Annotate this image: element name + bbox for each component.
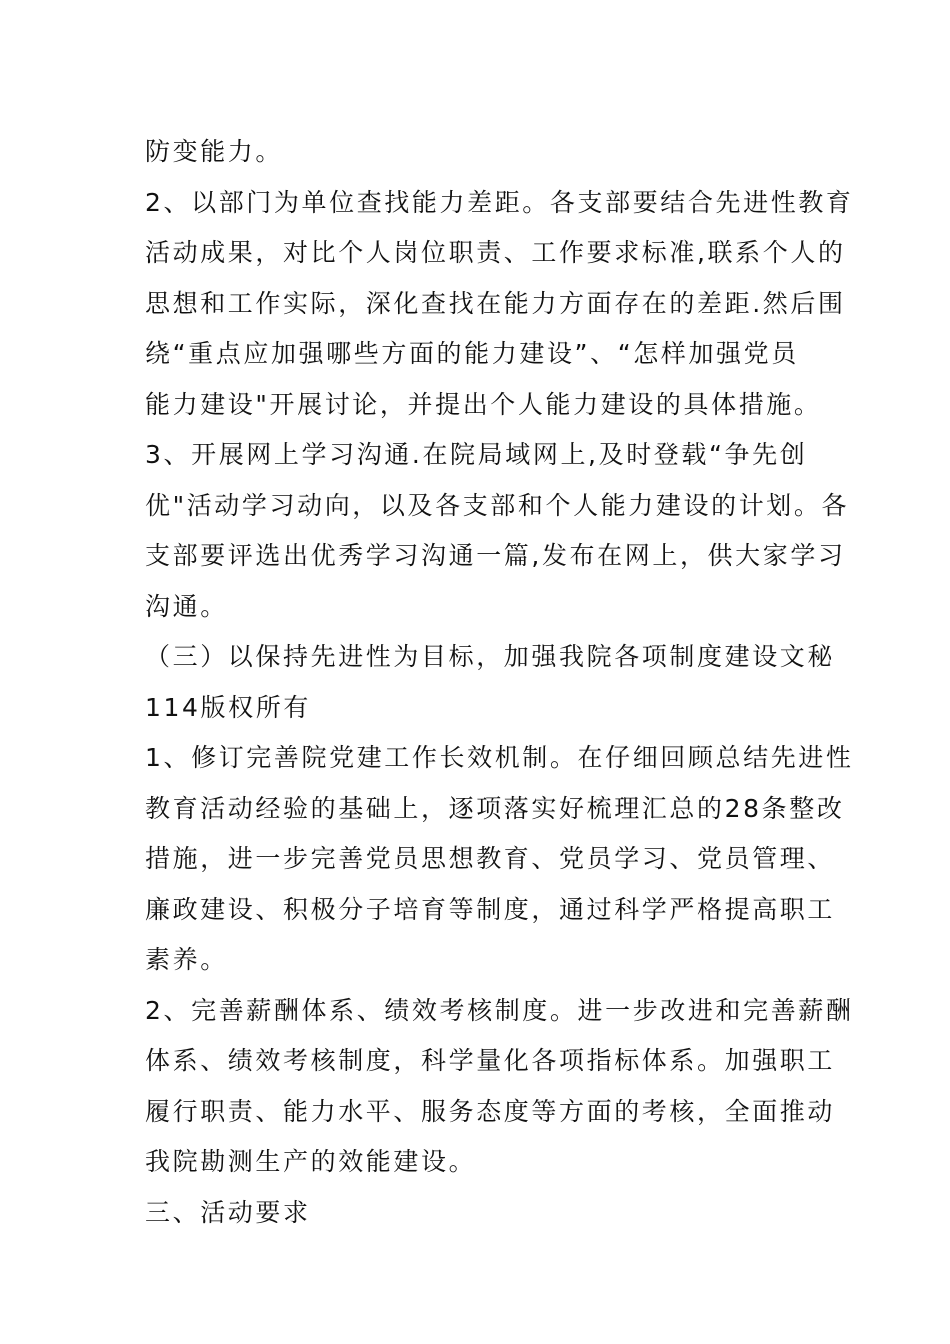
text-line: 2、以部门为单位查找能力差距。各支部要结合先进性教育	[145, 187, 854, 217]
text-line: 绕“重点应加强哪些方面的能力建设”、“怎样加强党员	[145, 339, 799, 368]
text-line: 能力建设"开展讨论，并提出个人能力建设的具体措施。	[145, 389, 822, 419]
text-line: 体系、绩效考核制度，科学量化各项指标体系。加强职工	[145, 1046, 836, 1075]
document-body	[145, 127, 854, 1238]
text-line: 1、修订完善院党建工作长效机制。在仔细回顾总结先进性	[145, 743, 854, 772]
text-line: 廉政建设、积极分子培育等制度，通过科学严格提高职工	[145, 894, 836, 924]
text-line: 我院勘测生产的效能建设。	[145, 1147, 477, 1176]
text-line: 支部要评选出优秀学习沟通一篇,发布在网上，供大家学习	[145, 541, 846, 570]
text-line: 优"活动学习动向，以及各支部和个人能力建设的计划。各	[145, 490, 850, 520]
text-line: 2、完善薪酬体系、绩效考核制度。进一步改进和完善薪酬	[145, 995, 854, 1025]
text-line: 履行职责、能力水平、服务态度等方面的考核，全面推动	[145, 1096, 836, 1126]
text-line: 114版权所有	[145, 692, 311, 722]
text-line: 素养。	[145, 945, 228, 974]
text-line: 3、开展网上学习沟通.在院局域网上,及时登载“争先创	[145, 440, 808, 469]
text-line: 思想和工作实际，深化查找在能力方面存在的差距.然后围	[145, 288, 846, 318]
section-heading: 三、活动要求	[145, 1197, 311, 1227]
text-line: 防变能力。	[145, 137, 284, 166]
text-line: 活动成果，对比个人岗位职责、工作要求标准,联系个人的	[145, 238, 846, 267]
text-line: 教育活动经验的基础上，逐项落实好梳理汇总的28条整改	[145, 793, 845, 823]
text-line: 沟通。	[145, 591, 228, 621]
section-heading: （三）以保持先进性为目标，加强我院各项制度建设文秘	[145, 642, 836, 671]
text-line: 措施，进一步完善党员思想教育、党员学习、党员管理、	[145, 844, 836, 873]
